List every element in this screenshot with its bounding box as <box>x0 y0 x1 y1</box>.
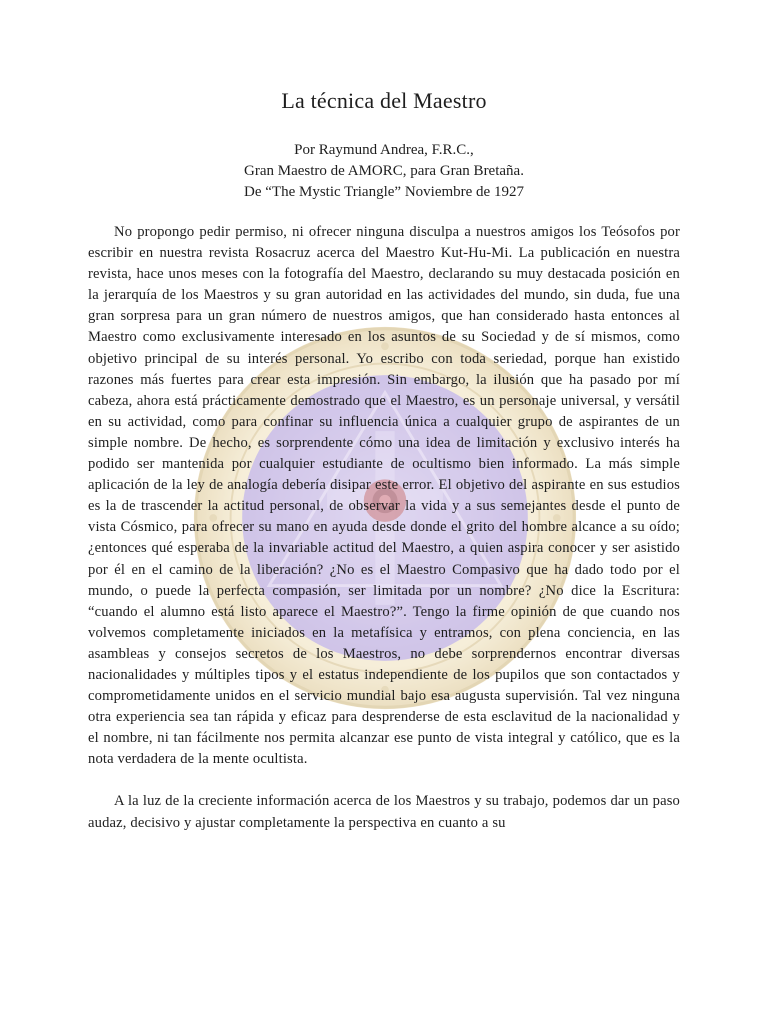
article-body <box>88 222 680 834</box>
byline <box>88 140 680 203</box>
byline-source: De “The Mystic Triangle” Noviembre de 1927 <box>244 184 524 200</box>
byline-position: Gran Maestro de AMORC, para Gran Bretaña. <box>244 163 524 179</box>
byline-author: Por Raymund Andrea, F.R.C., <box>294 142 474 158</box>
paragraph: No propongo pedir permiso, ni ofrecer ninguna disculpa a nuestros amigos los Teósofos por escribir en nuestra revista Rosacruz acerca del Maestro Kut-Hu-Mi. La publicación en nuestra revista, hace unos meses con la fotografía del Maestro, declarando su muy destacada posición en la jerarquía de los Maestros y su gran autoridad en las actividades del mundo, sin duda, fue una gran sorpresa para un gran número de nuestros amigos, que han considerado hasta entonces al Maestro como exclusivamente interesado en los asuntos de su Sociedad y de sí mismos, como objetivo principal de su interés personal. Yo escribo con toda seriedad, porque han existido razones más fuertes para crear esta impresión. Sin embargo, la ilusión que ha pasado por mí cabeza, ahora está prácticamente demostrado que el Maestro, es un personaje universal, y versátil en su actividad, como para confinar su influencia única a cualquier grupo de aspirantes de un simple nombre. De hecho, es sorprendente cómo una idea de limitación y exclusivo interés ha podido ser mantenida por cualquier estudiante de ocultismo bien informado. La más simple aplicación de la ley de analogía debería disipar este error. El objetivo del aspirante en sus estudios es la de trascender la actitud personal, de observar la vida y a sus semejantes desde el punto de vista Cósmico, para ofrecer su mano en ayuda desde donde el grito del hombre alcance a su oído; ¿entonces qué esperaba de la invariable actitud del Maestro, a quien aspira conocer y ser asistido por él en el camino de la liberación? ¿No es el Maestro Compasivo que ha dado todo por el mundo, o puede la perfecta compasión, ser limitada por un nombre? ¿No dice la Escritura: “cuando el alumno está listo aparece el Maestro?”. Tengo la firme opinión de que cuando nos volvemos completamente iniciados en la metafísica y entramos, con plena conciencia, en las asambleas y consejos secretos de los Maestros, no debe sorprendernos encontrar diversas nacionalidades y múltiples tipos y el estatus independiente de los pupilos que son contactados y comprometidamente unidos en el servicio mundial bajo esa augusta supervisión. Tal vez ninguna otra experiencia sea tan rápida y eficaz para desprenderse de esta esclavitud de la nacionalidad y el nombre, ni tan fácilmente nos permita alcanzar ese punto de vista integral y católico, que es la nota verdadera de la mente ocultista. <box>88 224 680 768</box>
page-title: La técnica del Maestro <box>281 88 487 113</box>
paragraph: A la luz de la creciente información acerca de los Maestros y su trabajo, podemos dar un paso audaz, decisivo y ajustar completamente la perspectiva en cuanto a su <box>88 793 680 831</box>
